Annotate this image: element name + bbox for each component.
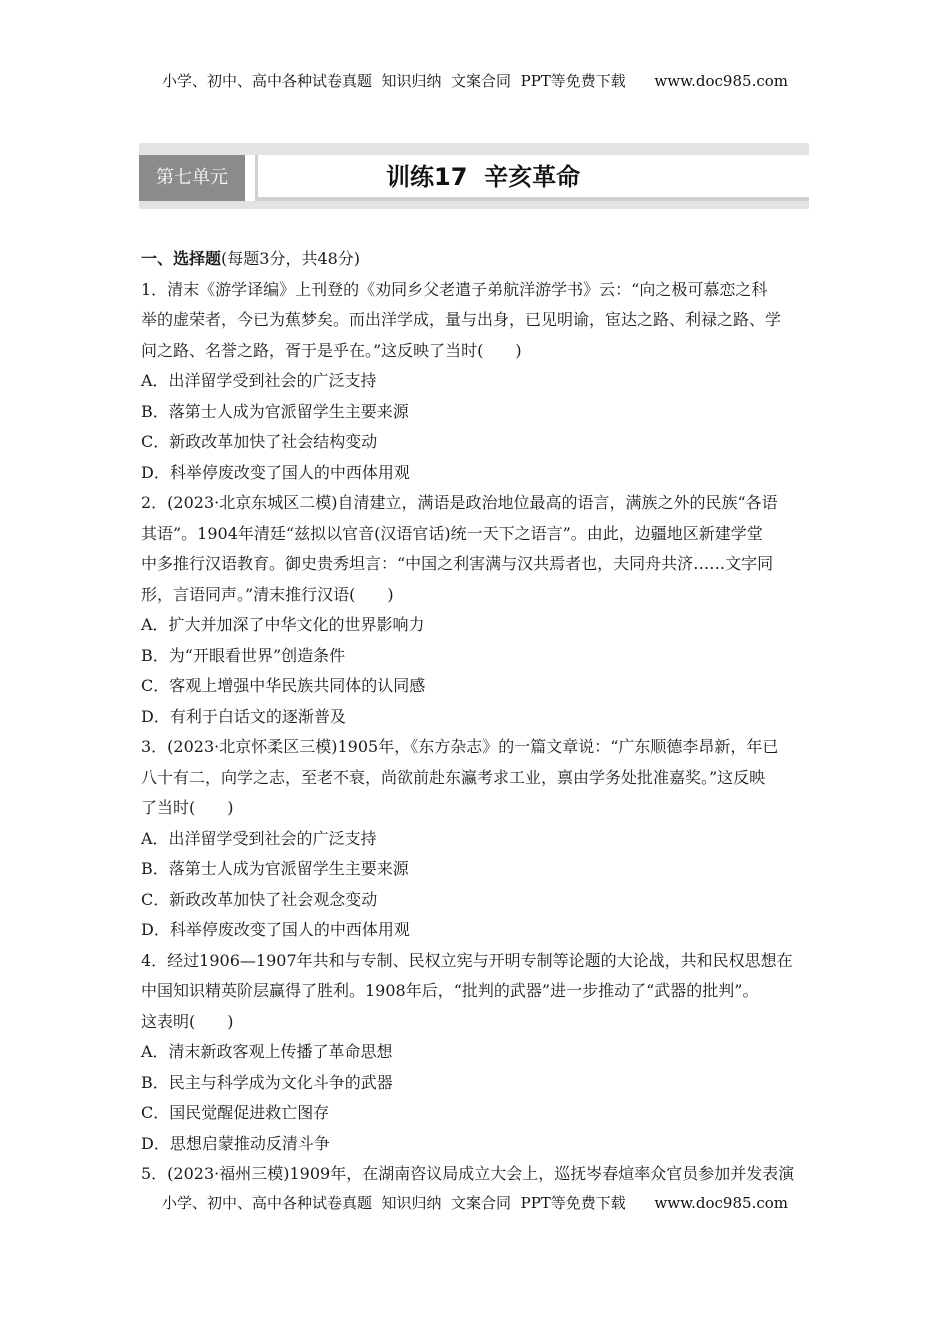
option-line: A．扩大并加深了中华文化的世界影响力 <box>141 615 425 634</box>
text-line: 1．清末《游学译编》上刊登的《劝同乡父老遣子弟航洋游学书》云：“向之极可慕恋之科 <box>141 279 768 299</box>
text-line: 中国知识精英阶层赢得了胜利。1908年后，“批判的武器”进一步推动了“武器的批判”。 <box>141 981 759 1000</box>
option-line: A．出洋留学受到社会的广泛支持 <box>141 828 377 848</box>
option-line: A．出洋留学受到社会的广泛支持 <box>141 371 377 390</box>
text-line: 3．(2023·北京怀柔区三模)1905年，《东方杂志》的一篇文章说：“广东顺德李昂新，年已 <box>141 737 779 756</box>
option-line: D．有利于白话文的逐渐普及 <box>141 706 346 726</box>
title-box <box>255 155 809 201</box>
text-line: 5．(2023·福州三模)1909年，在湖南咨议局成立大会上，巡抚岑春煊率众官员参加并发表演 <box>141 1164 795 1183</box>
option-line: D．思想启蒙推动反清斗争 <box>141 1133 330 1153</box>
unit-label: 第七单元 <box>139 155 245 201</box>
page-footer: 小学、初中、高中各种试卷真题 知识归纳 文案合同 PPT等免费下载 www.doc985.com <box>161 1194 788 1212</box>
text-line: 问之路、名誉之路，胥于是乎在。”这反映了当时( ) <box>141 340 522 360</box>
page-header: 小学、初中、高中各种试卷真题 知识归纳 文案合同 PPT等免费下载 www.doc985.com <box>161 72 788 90</box>
section-heading <box>141 244 813 275</box>
option-line: A．清末新政客观上传播了革命思想 <box>141 1042 393 1061</box>
text-line: 了当时( ) <box>141 798 234 817</box>
text-line: 举的虚荣者，今已为蕉梦矣。而出洋学成，量与出身，已见明谕，宦达之路、利禄之路、学 <box>141 310 782 329</box>
text-line: 中多推行汉语教育。御史贵秀坦言：“中国之利害满与汉共焉者也，夫同舟共济……文字同 <box>141 554 774 573</box>
banner-top-bar <box>139 143 809 155</box>
question-content <box>141 244 813 1190</box>
option-line: B．民主与科学成为文化斗争的武器 <box>141 1072 393 1092</box>
option-line: C．客观上增强中华民族共同体的认同感 <box>141 676 426 695</box>
section-title: 一、选择题 <box>141 249 222 268</box>
option-line: D．科举停废改变了国人的中西体用观 <box>141 462 410 482</box>
text-line: 2．(2023·北京东城区二模)自清建立，满语是政治地位最高的语言，满族之外的民族“各语 <box>141 493 778 512</box>
text-line: 八十有二，向学之志，至老不衰，尚欲前赴东瀛考求工业，禀由学务处批准嘉奖。”这反映 <box>141 767 766 787</box>
option-line: B．为“开眼看世界”创造条件 <box>141 645 346 665</box>
page-title: 训练17 辛亥革命 <box>386 163 581 191</box>
unit-banner <box>139 143 809 213</box>
banner-bottom-bar <box>139 201 809 209</box>
option-line: D．科举停废改变了国人的中西体用观 <box>141 920 410 939</box>
text-line: 这表明( ) <box>141 1011 234 1031</box>
option-line: C．国民觉醒促进救亡图存 <box>141 1103 330 1122</box>
option-line: C．新政改革加快了社会结构变动 <box>141 432 378 451</box>
text-line: 形，言语同声。”清末推行汉语( ) <box>141 584 394 604</box>
option-line: C．新政改革加快了社会观念变动 <box>141 889 378 909</box>
option-line: B．落第士人成为官派留学生主要来源 <box>141 401 409 421</box>
option-line: B．落第士人成为官派留学生主要来源 <box>141 859 409 878</box>
text-line: 其语”。1904年清廷“兹拟以官音(汉语官话)统一天下之语言”。由此，边疆地区新建学堂 <box>141 523 763 543</box>
text-line: 4．经过1906—1907年共和与专制、民权立宪与开明专制等论题的大论战，共和民权思想在 <box>141 950 793 970</box>
section-note: (每题3分，共48分) <box>221 249 361 268</box>
